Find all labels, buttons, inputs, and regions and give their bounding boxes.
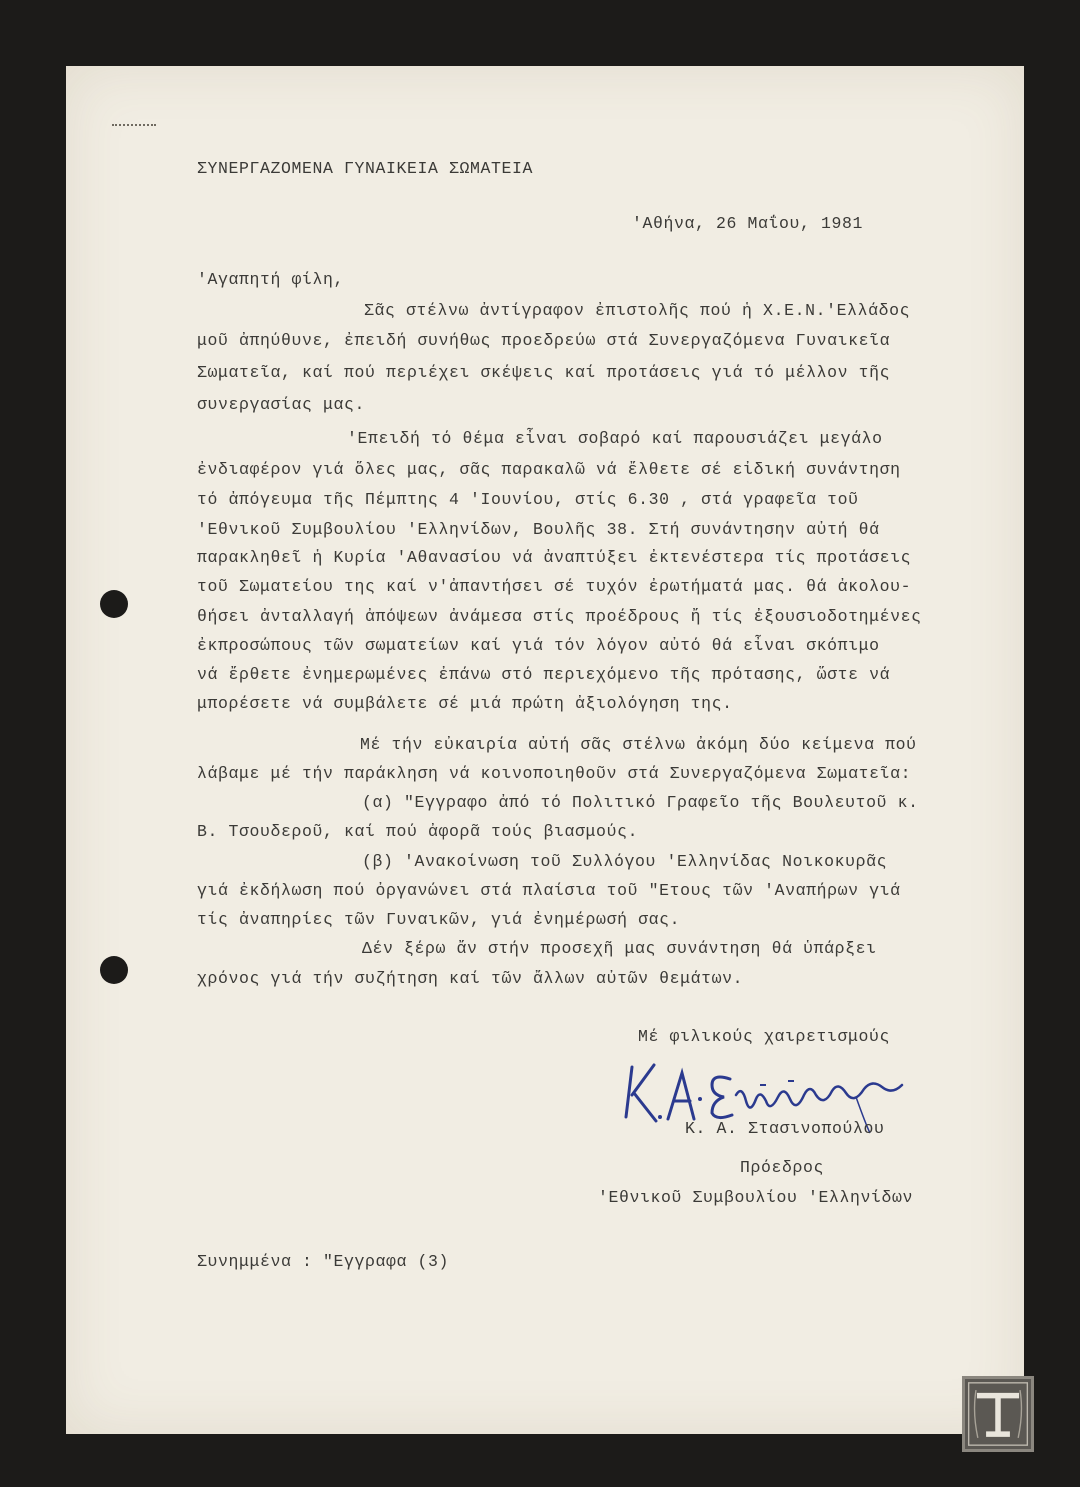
body-line: Β. Τσουδεροῦ, καί πού ἀφορᾶ τούς βιασμούς. (197, 822, 639, 841)
body-line: τοῦ Σωματείου της καί ν'ἀπαντήσει σέ τυχόν ἐρωτήματά μας. θά ἀκολου- (197, 577, 912, 596)
body-line: (β) 'Ανακοίνωση τοῦ Συλλόγου 'Ελληνίδας Νοικοκυρᾶς (362, 852, 888, 871)
body-line: Σᾶς στέλνω ἀντίγραφον ἐπιστολῆς πού ἡ Χ.Ε.Ν.'Ελλάδος (364, 301, 911, 320)
body-line: θήσει ἀνταλλαγή ἀπόψεων ἀνάμεσα στίς προέδρους ἤ τίς ἐξουσιοδοτημένες (197, 607, 922, 626)
body-line: χρόνος γιά τήν συζήτηση καί τῶν ἄλλων αὐτῶν θεμάτων. (197, 969, 744, 988)
punch-hole (100, 590, 128, 618)
body-line: 'Εθνικοῦ Συμβουλίου 'Ελληνίδων, Βουλῆς 38. Στή συνάντησην αὐτή θά (197, 520, 880, 539)
body-line: (α) "Εγγραφο ἀπό τό Πολιτικό Γραφεῖο τῆς Βουλευτοῦ κ. (362, 793, 919, 812)
body-line: μοῦ ἀπηύθυνε, ἐπειδή συνήθως προεδρεύω στά Συνεργαζόμενα Γυναικεῖα (197, 331, 891, 350)
enclosures: Συνημμένα : "Εγγραφα (3) (197, 1252, 450, 1271)
punch-mark (112, 124, 156, 130)
punch-hole (100, 956, 128, 984)
signer-name: Κ. Α. Στασινοπούλου (685, 1119, 885, 1138)
body-line: παρακληθεῖ ἡ Κυρία 'Αθανασίου νά ἀναπτύξει ἐκτενέστερα τίς προτάσεις (197, 548, 912, 567)
closing: Μέ φιλικούς χαιρετισμούς (638, 1027, 891, 1046)
body-line: τό ἀπόγευμα τῆς Πέμπτης 4 'Ιουνίου, στίς 6.30 , στά γραφεῖα τοῦ (197, 490, 859, 509)
body-line: λάβαμε μέ τήν παράκληση νά κοινοποιηθοῦν στά Συνεργαζόμενα Σωματεῖα: (197, 764, 912, 783)
body-line: συνεργασίας μας. (197, 395, 366, 414)
body-line: Μέ τήν εὐκαιρία αὐτή σᾶς στέλνω ἀκόμη δύο κείμενα πού (360, 735, 917, 754)
salutation: 'Αγαπητή φίλη, (197, 270, 345, 289)
body-line: ἐνδιαφέρον γιά ὅλες μας, σᾶς παρακαλῶ νά ἔλθετε σέ εἰδική συνάντηση (197, 460, 901, 479)
body-line: 'Επειδή τό θέμα εἶναι σοβαρό καί παρουσιάζει μεγάλο (347, 429, 883, 448)
archive-logo (962, 1376, 1034, 1452)
body-line: Δέν ξέρω ἄν στήν προσεχῆ μας συνάντηση θά ὑπάρξει (362, 939, 877, 958)
body-line: Σωματεῖα, καί πού περιέχει σκέψεις καί προτάσεις γιά τό μέλλον τῆς (197, 363, 891, 382)
signer-organization: 'Εθνικοῦ Συμβουλίου 'Ελληνίδων (598, 1188, 914, 1207)
body-line: γιά ἐκδήλωση πού ὀργανώνει στά πλαίσια τοῦ "Ετους τῶν 'Αναπήρων γιά (197, 881, 901, 900)
organization-header: ΣΥΝΕΡΓΑΖΟΜΕΝΑ ΓΥΝΑΙΚΕΙΑ ΣΩΜΑΤΕΙΑ (197, 159, 534, 178)
letter-date: 'Αθήνα, 26 Μαΐου, 1981 (632, 214, 864, 233)
body-line: μπορέσετε νά συμβάλετε σέ μιά πρώτη ἀξιολόγηση της. (197, 694, 733, 713)
signer-title: Πρόεδρος (740, 1158, 825, 1177)
body-line: τίς ἀναπηρίες τῶν Γυναικῶν, γιά ἐνημέρωσή σας. (197, 910, 681, 929)
body-line: ἐκπροσώπους τῶν σωματείων καί γιά τόν λόγον αὐτό θά εἶναι σκόπιμο (197, 636, 880, 655)
body-line: νά ἔρθετε ἐνημερωμένες ἐπάνω στό περιεχόμενο τῆς πρότασης, ὥστε νά (197, 665, 891, 684)
